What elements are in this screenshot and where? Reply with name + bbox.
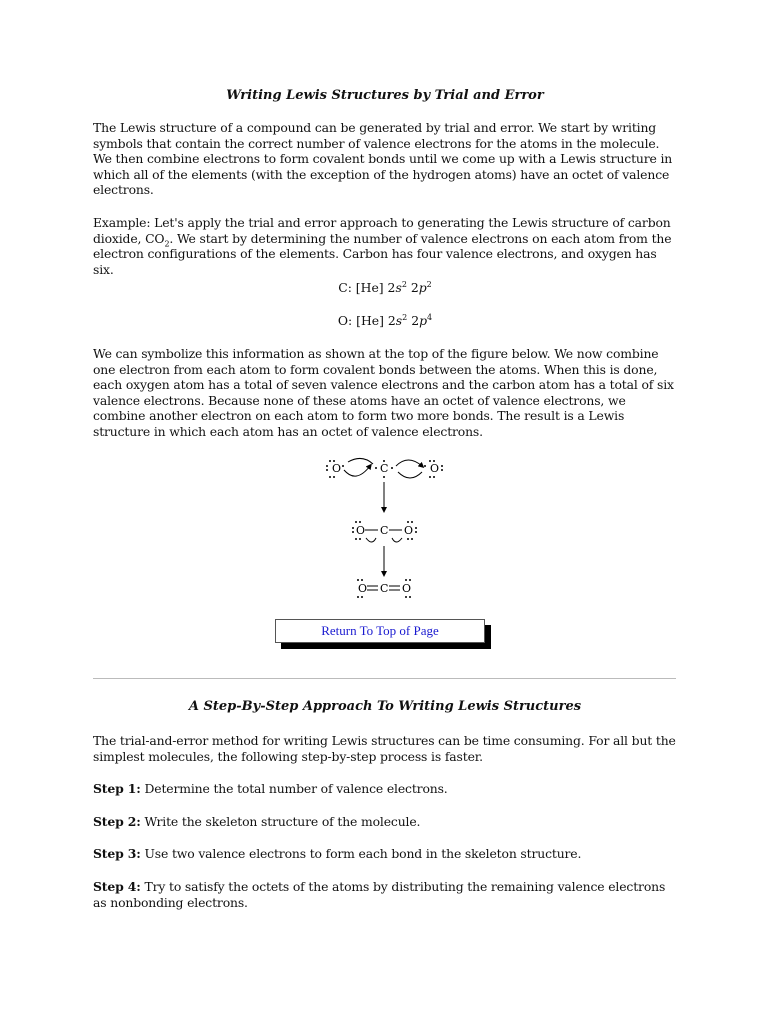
section-divider [93,678,676,679]
atom-o-right-1: O [430,462,440,475]
section-title-step-by-step: A Step-By-Step Approach To Writing Lewis Structures [188,699,582,714]
return-to-top-wrapper [275,619,495,651]
paragraph-step-intro: The trial-and-error method for writing Lewis structures can be time consuming. For all but the simplest molecules, the following step-by-step process is faster. [93,733,676,764]
atom-c-1: C [380,462,389,475]
paragraph-example: Example: Let's apply the trial and error approach to generating the Lewis structure of carbon dioxide, $CO_2$. We start by determining the number of valence electrons on each atom from the electron configurations of the elements. Carbon has four valence electrons, and oxygen has six. [93,215,672,277]
atom-o-left-1: O [332,462,342,475]
row3-double-bonds [357,579,411,598]
paragraph-symbolize: We can symbolize this information as shown at the top of the figure below. We now combine one electron from each atom to form covalent bonds between the atoms. When this is done, each oxygen atom has a total of seven valence electrons and the carbon atom has a total of six valence electrons. Because none of these atoms have an octet of valence electrons, we combine another electron on each atom to form two more bonds. The result is a Lewis structure in which each atom has an octet of valence electrons. [93,346,674,439]
row2-single-bonds [352,521,417,542]
return-to-top-button[interactable]: Return To Top of Page [275,619,485,643]
step-2: Step 2: Write the skeleton structure of the molecule. [93,814,421,829]
atom-c-3: C [380,582,389,595]
atom-o-left-2: O [356,524,366,537]
paragraph-intro: The Lewis structure of a compound can be generated by trial and error. We start by writing symbols that contain the correct number of valence electrons for the atoms in the molecule. We then combine electrons to form covalent bonds until we come up with a Lewis structure in which all of the elements (with the exception of the hydrogen atoms) have an octet of valence electrons. [93,120,673,198]
row1-separate-atoms [326,458,443,478]
atom-o-left-3: O [358,582,368,595]
lewis-structure-figure [318,452,448,602]
atom-o-right-3: O [402,582,412,595]
oxygen-configuration: O: [He] $2s^2$ $2p^4$ [337,312,433,328]
step-3: Step 3: Use two valence electrons to form each bond in the skeleton structure. [93,846,582,861]
atom-o-right-2: O [404,524,414,537]
carbon-configuration: C: [He] $2s^2$ $2p^2$ [338,279,432,295]
step-4: Step 4: Try to satisfy the octets of the atoms by distributing the remaining valence electrons as nonbonding electrons. [93,879,666,910]
section-title-trial-error: Writing Lewis Structures by Trial and Error [226,88,544,103]
step-1: Step 1: Determine the total number of valence electrons. [93,781,448,796]
atom-c-2: C [380,524,389,537]
